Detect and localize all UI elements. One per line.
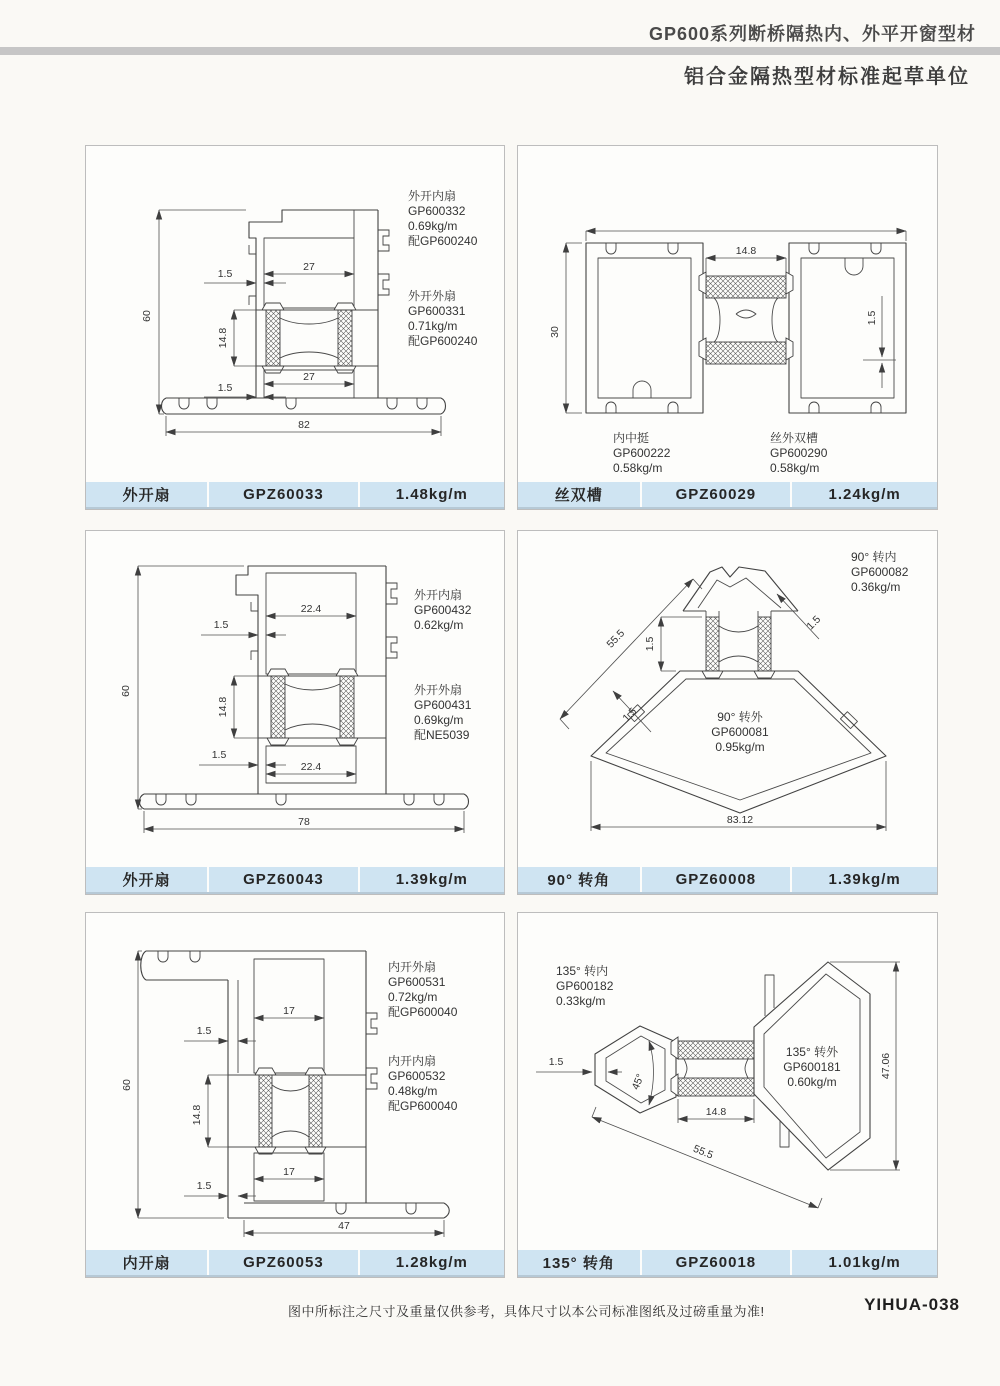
part-label: 内开外扇: [388, 960, 437, 974]
part-match: 配GP600240: [408, 234, 478, 248]
part-label: 内中挺: [613, 431, 650, 445]
panel-gpz60053: [85, 912, 505, 1278]
panel-info-bar: [518, 1250, 937, 1277]
part-labels: [388, 959, 458, 1113]
dim-angle: 45°: [629, 1072, 647, 1092]
dim-thermal-break: 1.5: [644, 636, 656, 652]
dim-wall-top: 1.5: [804, 613, 824, 633]
panel-gpz60033: [85, 145, 505, 510]
part-code: GP600431: [414, 698, 472, 712]
part-code: GP600531: [388, 975, 446, 989]
part-code: GP600182: [556, 979, 614, 993]
profile-outline: [586, 243, 906, 413]
panel-gpz60018: [517, 912, 938, 1278]
profile-weight: 1.39kg/m: [792, 867, 937, 892]
part-label: 丝外双槽: [770, 431, 819, 445]
dim-bottom-chamber: 22.4: [300, 761, 322, 773]
dim-thermal-break: 14.8: [705, 1106, 727, 1118]
part-match: 配GP600040: [388, 1099, 458, 1113]
part-labels: [556, 963, 841, 1092]
part-code: GP600222: [613, 446, 671, 460]
dim-wall-top: 1.5: [213, 619, 229, 631]
part-code: GP600331: [408, 304, 466, 318]
part-label: 外开内扇: [414, 588, 463, 602]
profile-code: GPZ60043: [209, 867, 357, 892]
part-weight: 0.33kg/m: [556, 994, 606, 1008]
profile-code: GPZ60029: [642, 482, 791, 507]
part-labels: [414, 587, 472, 742]
profile-weight: 1.28kg/m: [360, 1250, 504, 1275]
dim-wall-left: 1.5: [620, 705, 640, 725]
part-weight: 0.60kg/m: [787, 1075, 837, 1089]
part-weight: 0.95kg/m: [715, 740, 765, 754]
dim-bottom-chamber: 27: [303, 371, 315, 383]
part-label: 内开内扇: [388, 1054, 437, 1068]
profile-drawing-gpz60008: [518, 531, 939, 869]
dim-height: 60: [120, 685, 132, 697]
profile-weight: 1.01kg/m: [792, 1250, 937, 1275]
dim-height: 47.06: [880, 1052, 892, 1080]
dim-wall: 1.5: [866, 310, 878, 326]
profile-drawing-gpz60033: [86, 146, 506, 484]
profile-code: GPZ60008: [642, 867, 791, 892]
panel-gpz60008: [517, 530, 938, 895]
dim-wall-bottom: 1.5: [217, 382, 233, 394]
dim-wall: 1.5: [548, 1056, 564, 1068]
profile-drawing-gpz60053: [86, 913, 506, 1252]
part-label: 外开内扇: [408, 189, 457, 203]
dim-thermal-break: 14.8: [191, 1104, 203, 1126]
dim-break-width: 14.8: [735, 245, 757, 257]
dim-diagonal: 55.5: [691, 1142, 715, 1162]
dim-thermal-break: 14.8: [217, 327, 229, 349]
dim-height: 30: [549, 326, 561, 338]
part-match: 配NE5039: [414, 728, 470, 742]
page-title: GP600系列断桥隔热内、外平开窗型材: [648, 24, 976, 44]
dim-diagonal: 55.5: [604, 627, 628, 651]
part-match: 配GP600040: [388, 1005, 458, 1019]
dim-height: 60: [141, 310, 153, 322]
part-code: GP600290: [770, 446, 828, 460]
part-label: 135° 转外: [785, 1045, 839, 1059]
profile-outline: [162, 210, 446, 414]
dim-height: 60: [121, 1079, 133, 1091]
panel-info-bar: [86, 1250, 504, 1277]
panel-info-bar: [86, 867, 504, 894]
panel-info-bar: [518, 867, 937, 894]
part-code: GP600532: [388, 1069, 446, 1083]
dim-top-chamber: 17: [283, 1005, 295, 1017]
header-divider-bar: [0, 47, 1000, 55]
profile-name: 丝双槽: [518, 482, 640, 507]
dim-bottom-chamber: 17: [283, 1166, 295, 1178]
part-weight: 0.58kg/m: [770, 461, 820, 475]
part-weight: 0.69kg/m: [408, 219, 458, 233]
profile-code: GPZ60033: [209, 482, 357, 507]
part-label: 90° 转外: [717, 710, 763, 724]
part-code: GP600081: [711, 725, 769, 739]
profile-name: 135° 转角: [518, 1250, 640, 1275]
profile-drawing-gpz60043: [86, 531, 506, 869]
dim-top-chamber: 27: [303, 261, 315, 273]
page-subtitle: 铝合金隔热型材标准起草单位: [684, 66, 970, 88]
profile-drawing-gpz60029: [518, 146, 939, 484]
part-match: 配GP600240: [408, 334, 478, 348]
part-labels: [613, 430, 828, 475]
profile-code: GPZ60053: [209, 1250, 357, 1275]
dimensions: [560, 579, 886, 831]
profile-name: 90° 转角: [518, 867, 640, 892]
panel-info-bar: [86, 482, 504, 509]
dim-wall-bottom: 1.5: [196, 1180, 212, 1192]
part-code: GP600332: [408, 204, 466, 218]
part-label: 外开外扇: [408, 289, 457, 303]
part-code: GP600432: [414, 603, 472, 617]
dimensions: [141, 210, 441, 436]
profile-code: GPZ60018: [642, 1250, 791, 1275]
dim-overall-width: 82: [298, 419, 310, 431]
dim-overall-width: 83.12: [726, 814, 754, 826]
part-labels: [408, 188, 478, 348]
dimensions: [120, 566, 464, 833]
dim-thermal-break: 14.8: [217, 696, 229, 718]
profile-weight: 1.39kg/m: [360, 867, 504, 892]
profile-weight: 1.48kg/m: [360, 482, 504, 507]
part-label: 90° 转内: [851, 550, 897, 564]
part-label: 外开外扇: [414, 683, 463, 697]
part-weight: 0.72kg/m: [388, 990, 438, 1004]
panel-gpz60043: [85, 530, 505, 895]
part-weight: 0.58kg/m: [613, 461, 663, 475]
profile-outline: [591, 567, 886, 813]
part-weight: 0.36kg/m: [851, 580, 901, 594]
dim-wall-bottom: 1.5: [211, 749, 227, 761]
part-weight: 0.71kg/m: [408, 319, 458, 333]
part-weight: 0.48kg/m: [388, 1084, 438, 1098]
part-code: GP600082: [851, 565, 909, 579]
dim-overall-width: 47: [338, 1220, 350, 1232]
profile-name: 内开扇: [86, 1250, 207, 1275]
dim-overall-width: 78: [298, 816, 310, 828]
part-weight: 0.69kg/m: [414, 713, 464, 727]
panel-gpz60029: [517, 145, 938, 510]
part-label: 135° 转内: [556, 964, 609, 978]
part-code: GP600181: [783, 1060, 841, 1074]
page-code: YIHUA-038: [864, 1295, 960, 1314]
dim-top-chamber: 22.4: [300, 603, 322, 615]
disclaimer-text: 图中所标注之尺寸及重量仅供参考，具体尺寸以本公司标准图纸及过磅重量为准!: [288, 1304, 765, 1319]
panel-info-bar: [518, 482, 937, 509]
profile-weight: 1.24kg/m: [792, 482, 937, 507]
profile-name: 外开扇: [86, 867, 207, 892]
dim-wall-top: 1.5: [217, 268, 233, 280]
part-labels: [711, 549, 908, 754]
part-weight: 0.62kg/m: [414, 618, 464, 632]
profile-drawing-gpz60018: [518, 913, 939, 1252]
dim-wall-top: 1.5: [196, 1025, 212, 1037]
profile-name: 外开扇: [86, 482, 207, 507]
